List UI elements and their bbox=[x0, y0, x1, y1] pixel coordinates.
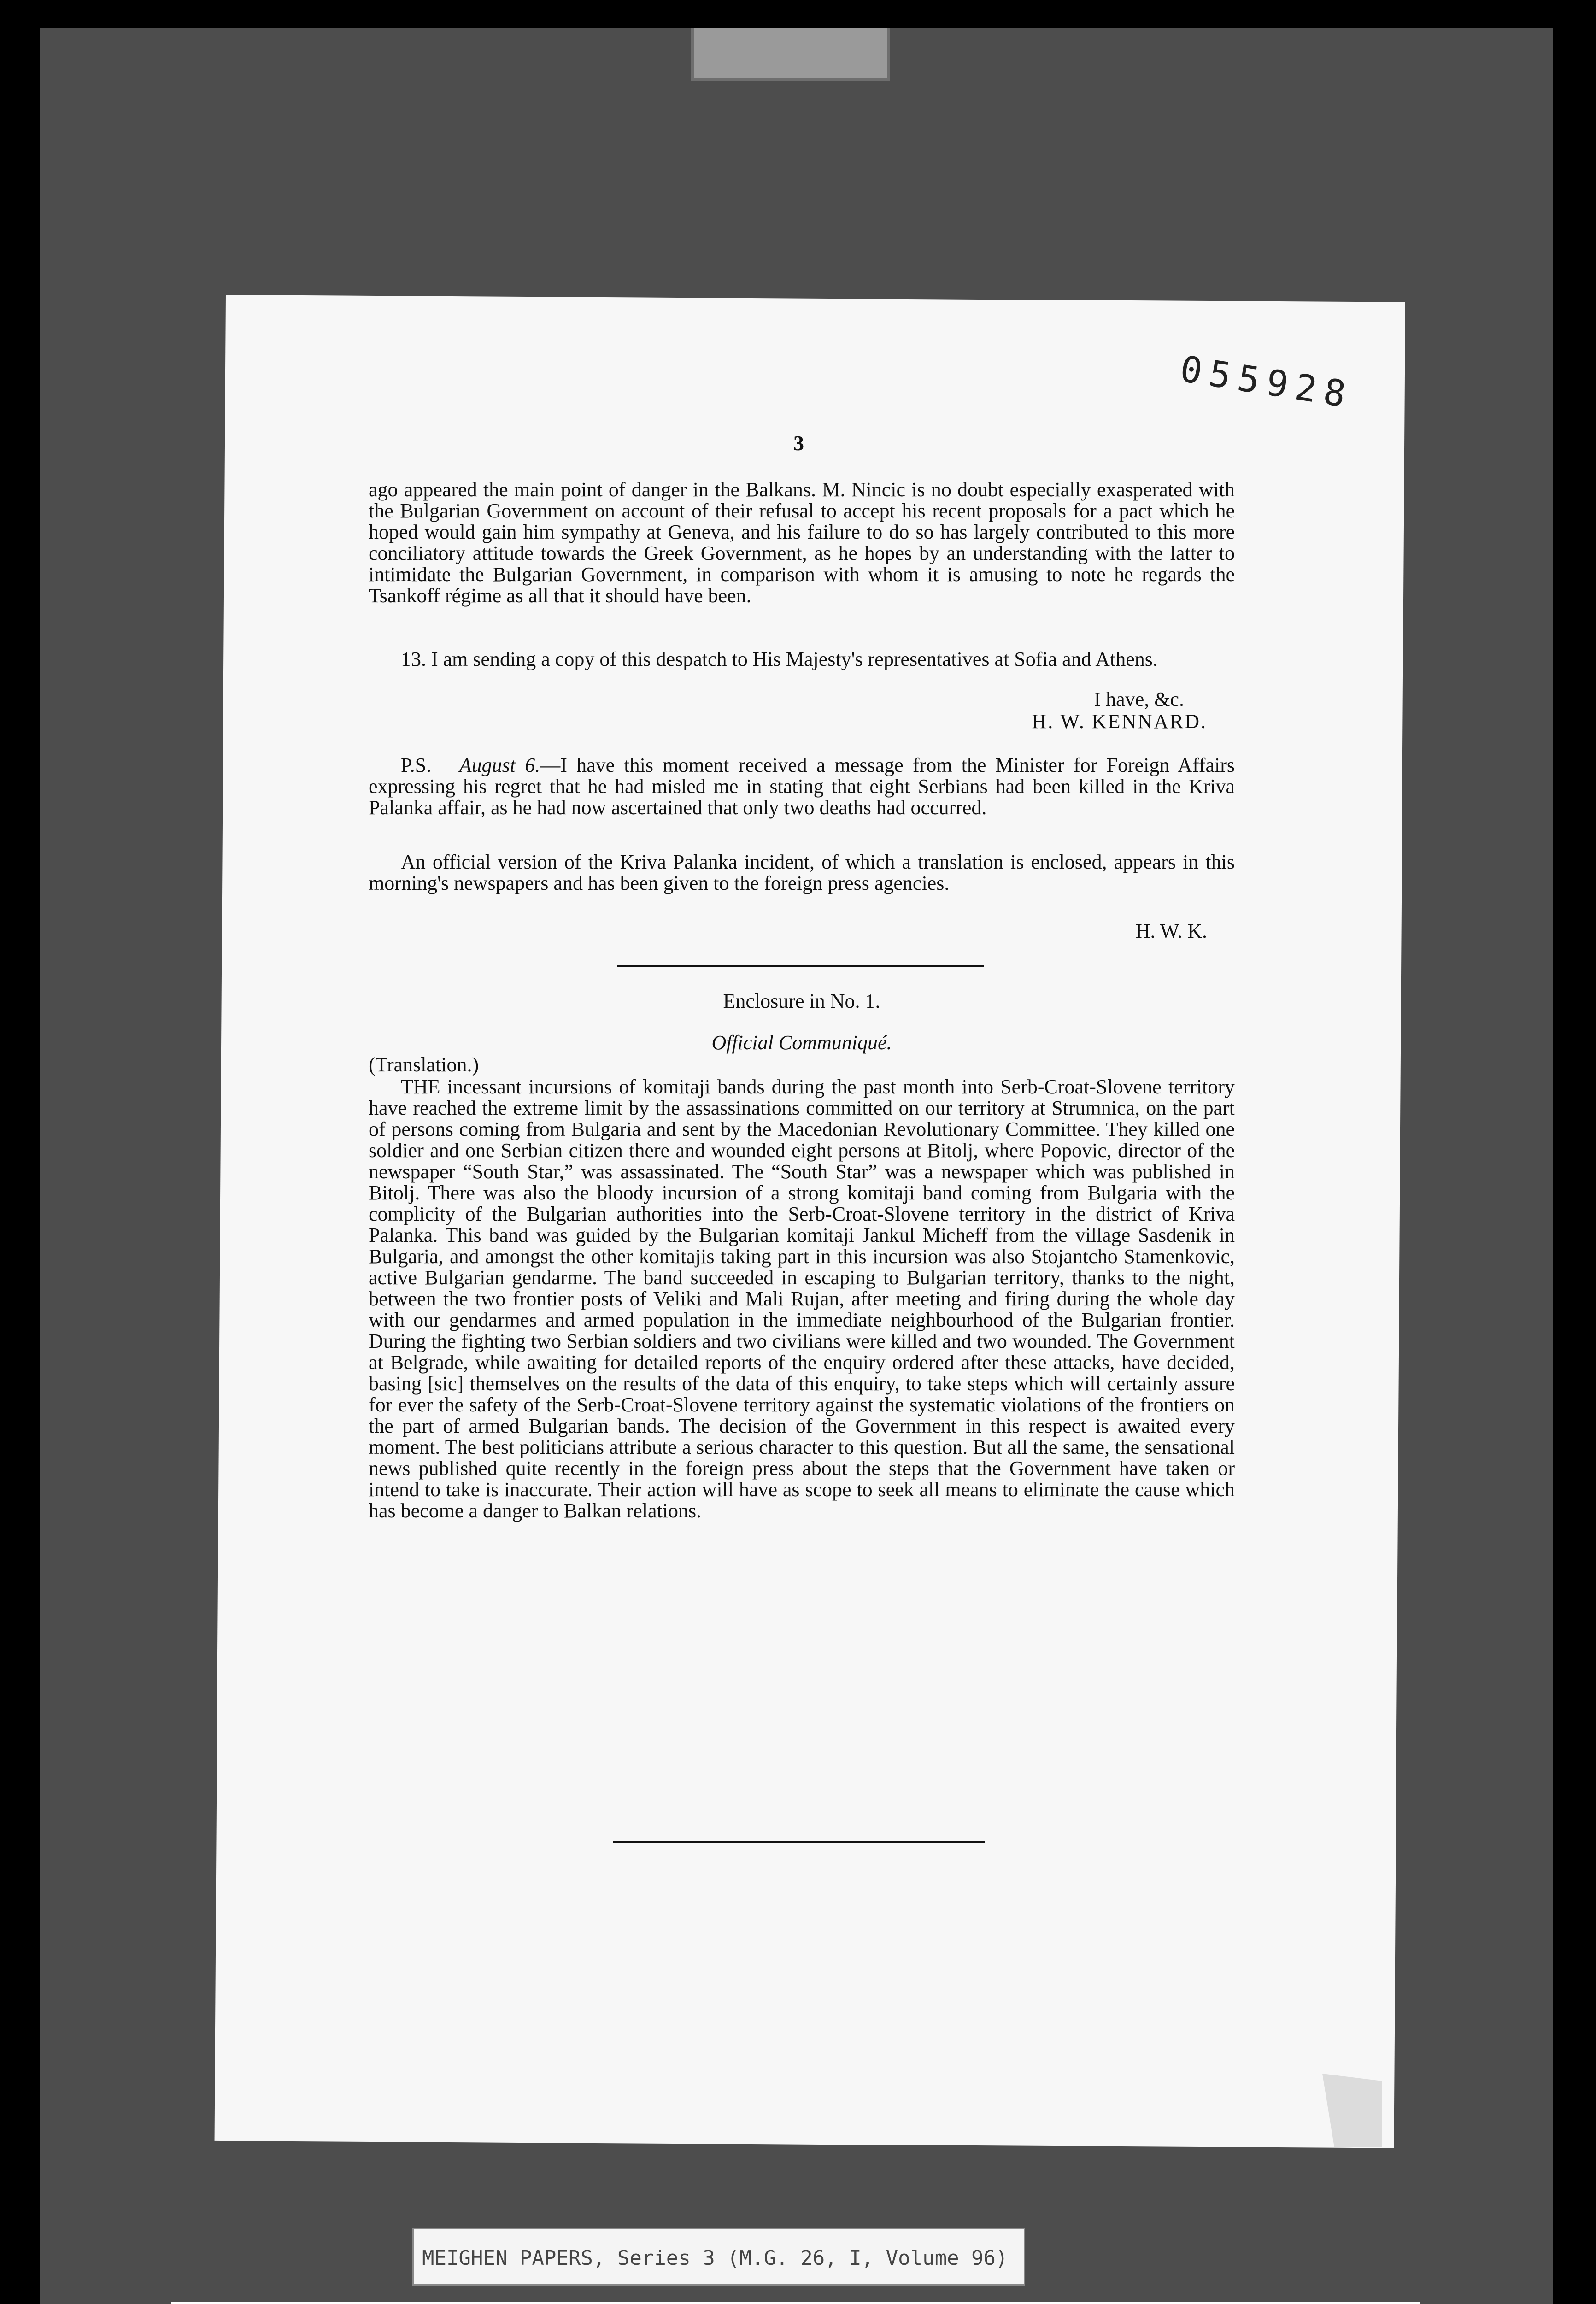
initials: H. W. K. bbox=[1135, 920, 1207, 942]
communique-heading: Official Communiqué. bbox=[711, 1031, 892, 1054]
ps-lead: P.S. bbox=[401, 754, 432, 776]
archive-number: 055928 bbox=[1177, 348, 1356, 417]
series-label: MEIGHEN PAPERS, Series 3 (M.G. 26, I, Volume 96) bbox=[412, 2228, 1025, 2286]
paragraph-danger: ago appeared the main point of danger in the Balkans. M. Nincic is no doubt especially exasperated with the Bulgarian Government on account of their refusal to accept his recent proposals for a pact which he hoped would gain him sympathy at Geneva, and his failure to do so has largely contributed to this more conciliatory attitude towards the Greek Government, as he hopes by an understanding with the latter to intimidate the Bulgarian Government, in comparison with whom it is amusing to note he regards the Tsankoff régime as all that it should have been. bbox=[369, 478, 1235, 607]
closing: I have, &c. bbox=[1094, 688, 1184, 711]
paragraph-communique: THE incessant incursions of komitaji bands during the past month into Serb-Croat-Slovene territory have reached the extreme limit by the assassinations committed on our territory at Strumnica, on the part of persons coming from Bulgaria and sent by the Macedonian Revolutionary Committee. They killed one soldier and one Serbian citizen there and wounded eight persons at Bitolj, where Popovic, director of the newspaper “South Star,” was assassinated. The “South Star” was a newspaper which was published in Bitolj. There was also the bloody incursion of a strong komitaji band coming from Bulgaria with the complicity of the Bulgarian authorities into the Serb-Croat-Slovene territory in the district of Kriva Palanka. This band was guided by the Bulgarian komitaji Jankul Micheff from the village Sasdenik in Bulgaria, and amongst the other komitajis taking part in this incursion was also Stojantcho Stamenkovic, active Bulgarian gendarme. The band succeeded in escaping to Bulgarian territory, thanks to the night, between the two frontier posts of Veliki and Mali Rujan, after meeting and firing during the whole day with our gendarmes and armed population in the immediate neighbourhood of the Bulgarian frontier. During the fighting two Serbian soldiers and two civilians were killed and two wounded. The Government at Belgrade, while awaiting for detailed reports of the enquiry ordered after these attacks, have decided, basing [sic] themselves on the results of the data of this enquiry, to take steps which will certainly assure for ever the safety of the Serb-Croat-Slovene territory against the systematic violations of the frontiers on the part of armed Bulgarian bands. The decision of the Government in this respect is awaited every moment. The best politicians attribute a serious character to this question. But all the same, the sensational news published quite recently in the foreign press about the steps that the Government have taken or intend to take is inaccurate. Their action will have as scope to seek all means to eliminate the cause which has become a danger to Balkan relations. bbox=[369, 1076, 1235, 1522]
page-number: 3 bbox=[793, 431, 804, 455]
end-rule bbox=[613, 1841, 985, 1843]
translation-note: (Translation.) bbox=[369, 1053, 479, 1076]
section-rule bbox=[617, 965, 984, 967]
signature: H. W. KENNARD. bbox=[1032, 710, 1207, 733]
postscript bbox=[369, 755, 1235, 818]
ps-body: —I have this moment received a message from the Minister for Foreign Affairs expressing his regret that he had misled me in stating that eight Serbians had been killed in the Kriva Palanka affair, as he had now ascertained that only two deaths had occurred. bbox=[369, 754, 1235, 819]
paragraph-13: 13. I am sending a copy of this despatch to His Majesty's representatives at Sofia and Athens. bbox=[401, 648, 1158, 670]
binder-clip bbox=[691, 28, 890, 81]
enclosure-heading: Enclosure in No. 1. bbox=[723, 990, 880, 1012]
paragraph-official-version: An official version of the Kriva Palanka incident, of which a translation is enclosed, appears in this morning's newspapers and has been given to the foreign press agencies. bbox=[369, 851, 1235, 894]
archives-stamp bbox=[171, 2302, 1420, 2304]
ps-date: August 6. bbox=[459, 754, 540, 776]
